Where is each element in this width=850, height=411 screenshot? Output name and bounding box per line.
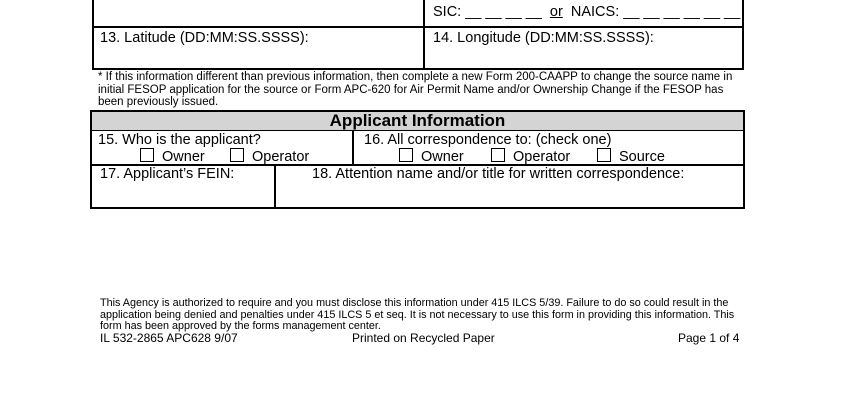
longitude-label: 14. Longitude (DD:MM:SS.SSSS): [433, 30, 654, 46]
q15-owner-label: Owner [162, 149, 205, 165]
q15-label: 15. Who is the applicant? [98, 132, 261, 148]
longitude-input[interactable] [431, 48, 741, 68]
naics-label: NAICS: [570, 4, 620, 20]
q17-q18-divider [274, 165, 276, 209]
q16-operator-label: Operator [513, 149, 571, 165]
form-id: IL 532-2865 APC628 9/07 [100, 331, 238, 345]
q18-label: 18. Attention name and/or title for written correspondence: [312, 166, 685, 182]
name-change-note: * If this information different than previous information, then complete a new Form 200-CAAPP to change the source name in initial FESOP application for the source or Form APC-620 for Air Permit Name and/or Ownership Change if the FESOP has been previously issued. [98, 71, 733, 108]
sic-label: SIC: [433, 4, 462, 20]
latitude-input[interactable] [98, 48, 420, 68]
location-column-divider [423, 0, 425, 70]
recycled-note: Printed on Recycled Paper [352, 331, 495, 345]
attention-input[interactable] [282, 185, 741, 205]
sic-row-divider [92, 26, 744, 28]
page-number: Page 1 of 4 [678, 331, 740, 345]
q15-operator-option[interactable] [230, 148, 309, 165]
q17-label: 17. Applicant’s FEIN: [100, 166, 235, 182]
sic-blanks[interactable]: __ __ __ __ [465, 4, 542, 20]
q16-owner-option[interactable] [399, 148, 464, 165]
naics-blanks[interactable]: __ __ __ __ __ __ [623, 4, 741, 20]
fein-input[interactable] [98, 185, 272, 205]
q16-source-checkbox[interactable] [597, 148, 611, 162]
q16-owner-label: Owner [421, 149, 464, 165]
q15-owner-option[interactable] [140, 148, 205, 165]
q15-operator-label: Operator [252, 149, 310, 165]
q16-source-label: Source [619, 149, 665, 165]
q16-source-option[interactable] [597, 148, 665, 165]
applicant-header: Applicant Information [329, 111, 506, 130]
sic-line [433, 4, 740, 20]
or-label: or [549, 4, 563, 20]
q16-operator-checkbox[interactable] [491, 148, 505, 162]
q16-operator-option[interactable] [491, 148, 570, 165]
q16-label: 16. All correspondence to: (check one) [364, 132, 612, 148]
q15-owner-checkbox[interactable] [140, 148, 154, 162]
q16-owner-checkbox[interactable] [399, 148, 413, 162]
q15-q16-divider [352, 131, 354, 165]
q15-operator-checkbox[interactable] [230, 148, 244, 162]
latitude-label: 13. Latitude (DD:MM:SS.SSSS): [100, 30, 309, 46]
disclosure-text: This Agency is authorized to require and you must disclose this information under 415 ILCS 5/39. Failure to do so could result in the application being denied and penalties under 415 ILCS 5 et seq. It is not necessary to use this form in providing this information. This form has been approved by the forms management center. [100, 297, 735, 332]
